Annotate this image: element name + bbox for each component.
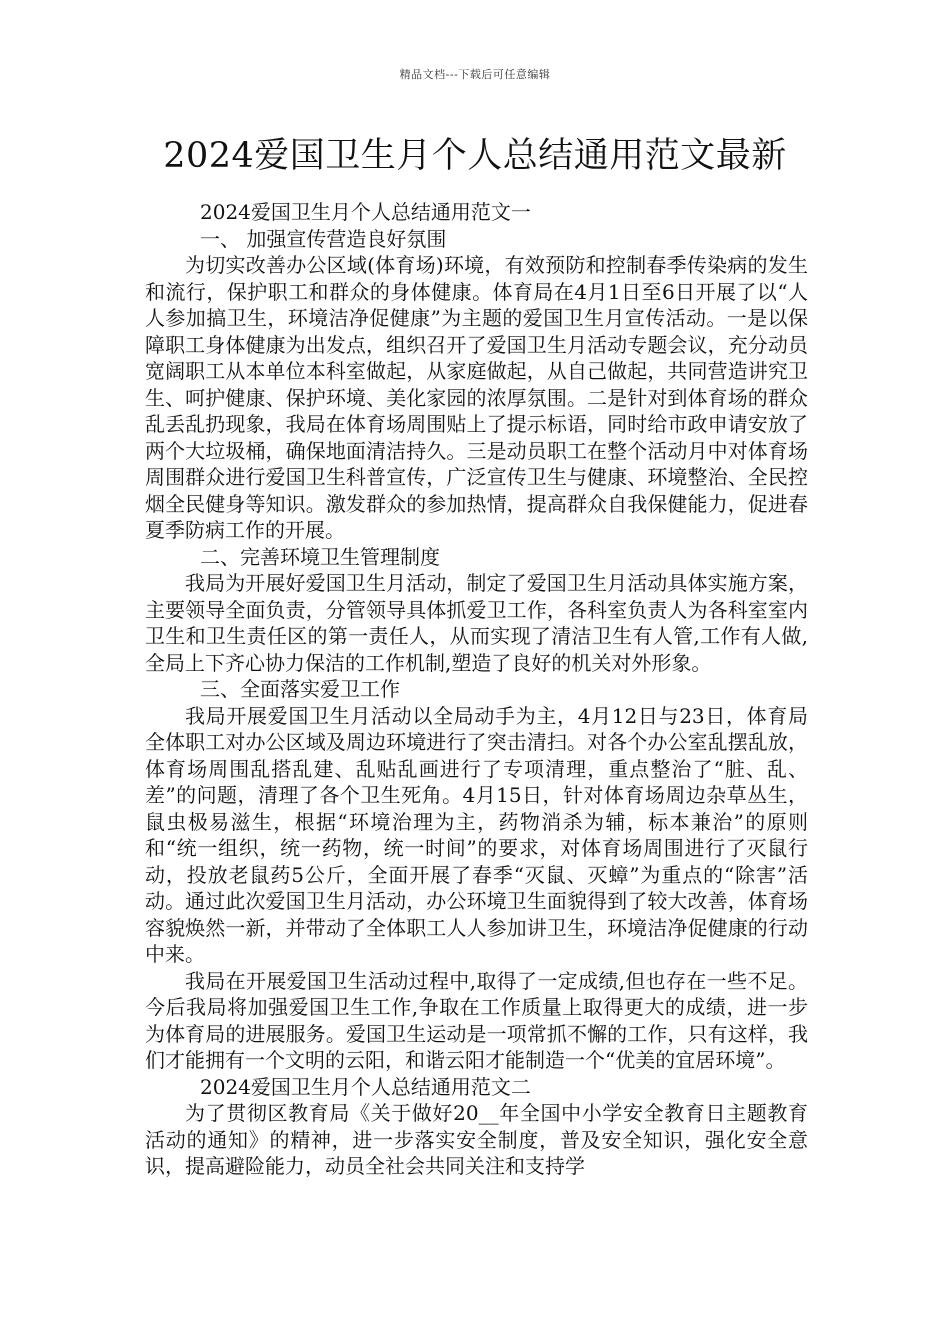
body-paragraph: 为切实改善办公区域(体育场)环境，有效预防和控制春季传染病的发生和流行，保护职工和群众的身体健康。体育局在4月1日至6日开展了以“人人参加搞卫生，环境洁净促健康”为主题的爱国卫生月宣传活动。一是以保障职工身体健康为出发点，组织召开了爱国卫生月活动专题会议，充分动员宽阔职工从本单位本科室做起，从家庭做起，从自己做起，共同营造讲究卫生、呵护健康、保护环境、美化家园的浓厚氛围。二是针对到体育场的群众乱丢乱扔现象，我局在体育场周围贴上了提示标语，同时给市政申请安放了两个大垃圾桶，确保地面清洁持久。三是动员职工在整个活动月中对体育场周围群众进行爱国卫生科普宣传，广泛宣传卫生与健康、环境整治、全民控烟全民健身等知识。激发群众的参加热情，提高群众自我保健能力，促进春夏季防病工作的开展。: [145, 253, 808, 542]
document-title: 2024爱国卫生月个人总结通用范文最新: [163, 136, 787, 176]
body-paragraph: 我局为开展好爱国卫生月活动，制定了爱国卫生月活动具体实施方案，主要领导全面负责，分管领导具体抓爱卫工作，各科室负责人为各科室室内卫生和卫生责任区的第一责任人，从而实现了清洁卫生有人管,工作有人做,全局上下齐心协力保洁的工作机制,塑造了良好的机关对外形象。: [145, 571, 808, 675]
header-note: 精品文档---下载后可任意编辑: [399, 68, 551, 81]
body-paragraph: 为了贯彻区教育局《关于做好20__年全国中小学安全教育日主题教育活动的通知》的精神，进一步落实安全制度，普及安全知识，强化安全意识，提高避险能力，动员全社会共同关注和支持学: [145, 1101, 808, 1178]
section-heading: 2024爱国卫生月个人总结通用范文二: [200, 1074, 531, 1099]
section-heading: 一、 加强宣传营造良好氛围: [200, 226, 447, 251]
section-heading: 二、完善环境卫生管理制度: [200, 544, 440, 569]
section-heading: 三、全面落实爱卫工作: [200, 677, 400, 701]
body-paragraph: 我局在开展爱国卫生活动过程中,取得了一定成绩,但也存在一些不足。今后我局将加强爱国卫生工作,争取在工作质量上取得更大的成绩，进一步为体育局的进展服务。爱国卫生运动是一项常抓不懈的工作，只有这样，我们才能拥有一个文明的云阳，和谐云阳才能制造一个“优美的宜居环境”。: [145, 968, 808, 1072]
section-heading: 2024爱国卫生月个人总结通用范文一: [200, 200, 531, 224]
body-paragraph: 我局开展爱国卫生月活动以全局动手为主，4月12日与23日，体育局全体职工对办公区域及周边环境进行了突击清扫。对各个办公室乱摆乱放，体育场周围乱搭乱建、乱贴乱画进行了专项清理，重点整治了“脏、乱、差”的问题，清理了各个卫生死角。4月15日，针对体育场周边杂草丛生，鼠虫极易滋生，根据“环境治理为主，药物消杀为辅，标本兼治”的原则和“统一组织，统一药物，统一时间”的要求，对体育场周围进行了灭鼠行动，投放老鼠药5公斤，全面开展了春季“灭鼠、灭蟑”为重点的“除害”活动。通过此次爱国卫生月活动，办公环境卫生面貌得到了较大改善，体育场容貌焕然一新，并带动了全体职工人人参加讲卫生，环境洁净促健康的行动中来。: [145, 703, 808, 966]
document-body: [145, 199, 808, 1180]
